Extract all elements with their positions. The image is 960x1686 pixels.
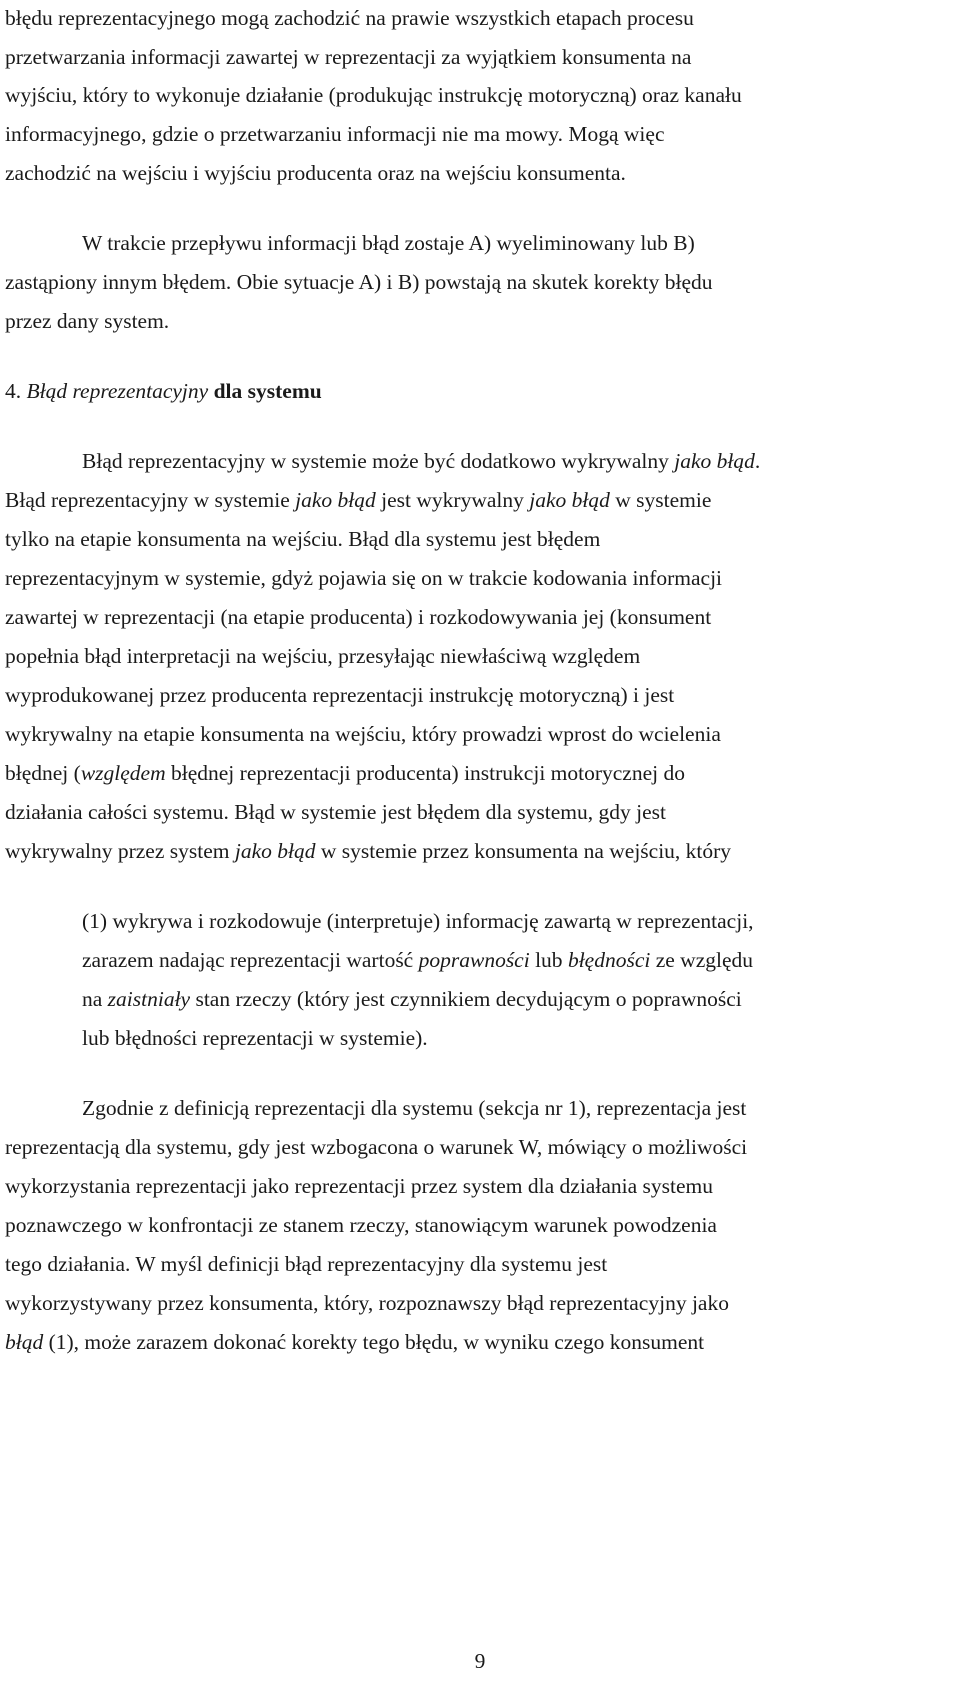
text-span: na <box>82 987 108 1011</box>
text-line: reprezentacją dla systemu, gdy jest wzbogacona o warunek W, mówiący o możliwości <box>5 1135 748 1159</box>
text-line: (1) wykrywa i rozkodowuje (interpretuje) informację zawartą w reprezentacji, <box>82 909 754 933</box>
text-line <box>5 829 731 873</box>
text-line: zastąpiony innym błędem. Obie sytuacje A) i B) powstają na skutek korekty błędu <box>5 270 713 294</box>
italic-span: względem <box>80 761 166 785</box>
text-line: wykrywalny na etapie konsumenta na wejściu, który prowadzi wprost do wcielenia <box>5 722 721 746</box>
section-heading <box>5 369 322 413</box>
italic-span: jako błąd <box>674 449 755 473</box>
text-line: W trakcie przepływu informacji błąd zostaje A) wyeliminowany lub B) <box>82 231 695 255</box>
text-line: tylko na etapie konsumenta na wejściu. Błąd dla systemu jest błędem <box>5 527 601 551</box>
text-line <box>82 977 742 1021</box>
text-span: Błąd reprezentacyjny w systemie <box>5 488 296 512</box>
text-line: popełnia błąd interpretacji na wejściu, przesyłając niewłaściwą względem <box>5 644 641 668</box>
text-span: (1), może zarazem dokonać korekty tego błędu, w wyniku czego konsument <box>43 1330 705 1354</box>
text-line: przez dany system. <box>5 309 170 333</box>
text-line: informacyjnego, gdzie o przetwarzaniu informacji nie ma mowy. Mogą więc <box>5 122 665 146</box>
text-span: Błąd reprezentacyjny w systemie może być dodatkowo wykrywalny <box>82 449 675 473</box>
text-line: lub błędności reprezentacji w systemie). <box>82 1026 428 1050</box>
heading-bold: dla systemu <box>213 379 322 403</box>
text-span: ze względu <box>650 948 754 972</box>
text-line: zachodzić na wejściu i wyjściu producenta oraz na wejściu konsumenta. <box>5 161 626 185</box>
text-line <box>5 1320 704 1364</box>
text-line: zawartej w reprezentacji (na etapie producenta) i rozkodowywania jej (konsument <box>5 605 712 629</box>
text-line: przetwarzania informacji zawartej w reprezentacji za wyjątkiem konsumenta na <box>5 45 692 69</box>
text-line: działania całości systemu. Błąd w systemie jest błędem dla systemu, gdy jest <box>5 800 666 824</box>
text-span: jest wykrywalny <box>375 488 530 512</box>
text-line: wyjściu, który to wykonuje działanie (produkując instrukcję motoryczną) oraz kanału <box>5 83 742 107</box>
text-line <box>82 938 753 982</box>
italic-span: błędności <box>567 948 651 972</box>
text-span: zarazem nadając reprezentacji wartość <box>82 948 419 972</box>
italic-span: błąd <box>5 1330 44 1354</box>
heading-italic: Błąd reprezentacyjny <box>26 379 209 403</box>
italic-span: poprawności <box>418 948 530 972</box>
text-span: w systemie <box>609 488 712 512</box>
text-span: lub <box>529 948 568 972</box>
text-span: błędnej ( <box>5 761 81 785</box>
text-line: wykorzystania reprezentacji jako reprezentacji przez system dla działania systemu <box>5 1174 713 1198</box>
text-span: błędnej reprezentacji producenta) instrukcji motorycznej do <box>165 761 685 785</box>
text-span: stan rzeczy (który jest czynnikiem decydującym o poprawności <box>190 987 742 1011</box>
italic-span: jako błąd <box>234 839 316 863</box>
text-line: poznawczego w konfrontacji ze stanem rzeczy, stanowiącym warunek powodzenia <box>5 1213 717 1237</box>
text-line: wyprodukowanej przez producenta reprezentacji instrukcję motoryczną) i jest <box>5 683 675 707</box>
text-line: tego działania. W myśl definicji błąd reprezentacyjny dla systemu jest <box>5 1252 608 1276</box>
text-line: wykorzystywany przez konsumenta, który, rozpoznawszy błąd reprezentacyjny jako <box>5 1291 729 1315</box>
text-span: wykrywalny przez system <box>5 839 235 863</box>
page-number: 9 <box>474 1649 486 1673</box>
italic-span: jako błąd <box>529 488 610 512</box>
text-span: . <box>754 449 761 473</box>
text-line: błędu reprezentacyjnego mogą zachodzić na prawie wszystkich etapach procesu <box>5 6 694 30</box>
italic-span: jako błąd <box>295 488 376 512</box>
text-line <box>5 478 711 522</box>
text-line: reprezentacyjnym w systemie, gdyż pojawia się on w trakcie kodowania informacji <box>5 566 723 590</box>
text-line <box>5 751 685 795</box>
italic-span: zaistniały <box>107 987 191 1011</box>
text-line: Zgodnie z definicją reprezentacji dla systemu (sekcja nr 1), reprezentacja jest <box>82 1096 747 1120</box>
text-span: w systemie przez konsumenta na wejściu, który <box>315 839 732 863</box>
text-line <box>82 439 760 483</box>
heading-number: 4. <box>5 379 22 403</box>
